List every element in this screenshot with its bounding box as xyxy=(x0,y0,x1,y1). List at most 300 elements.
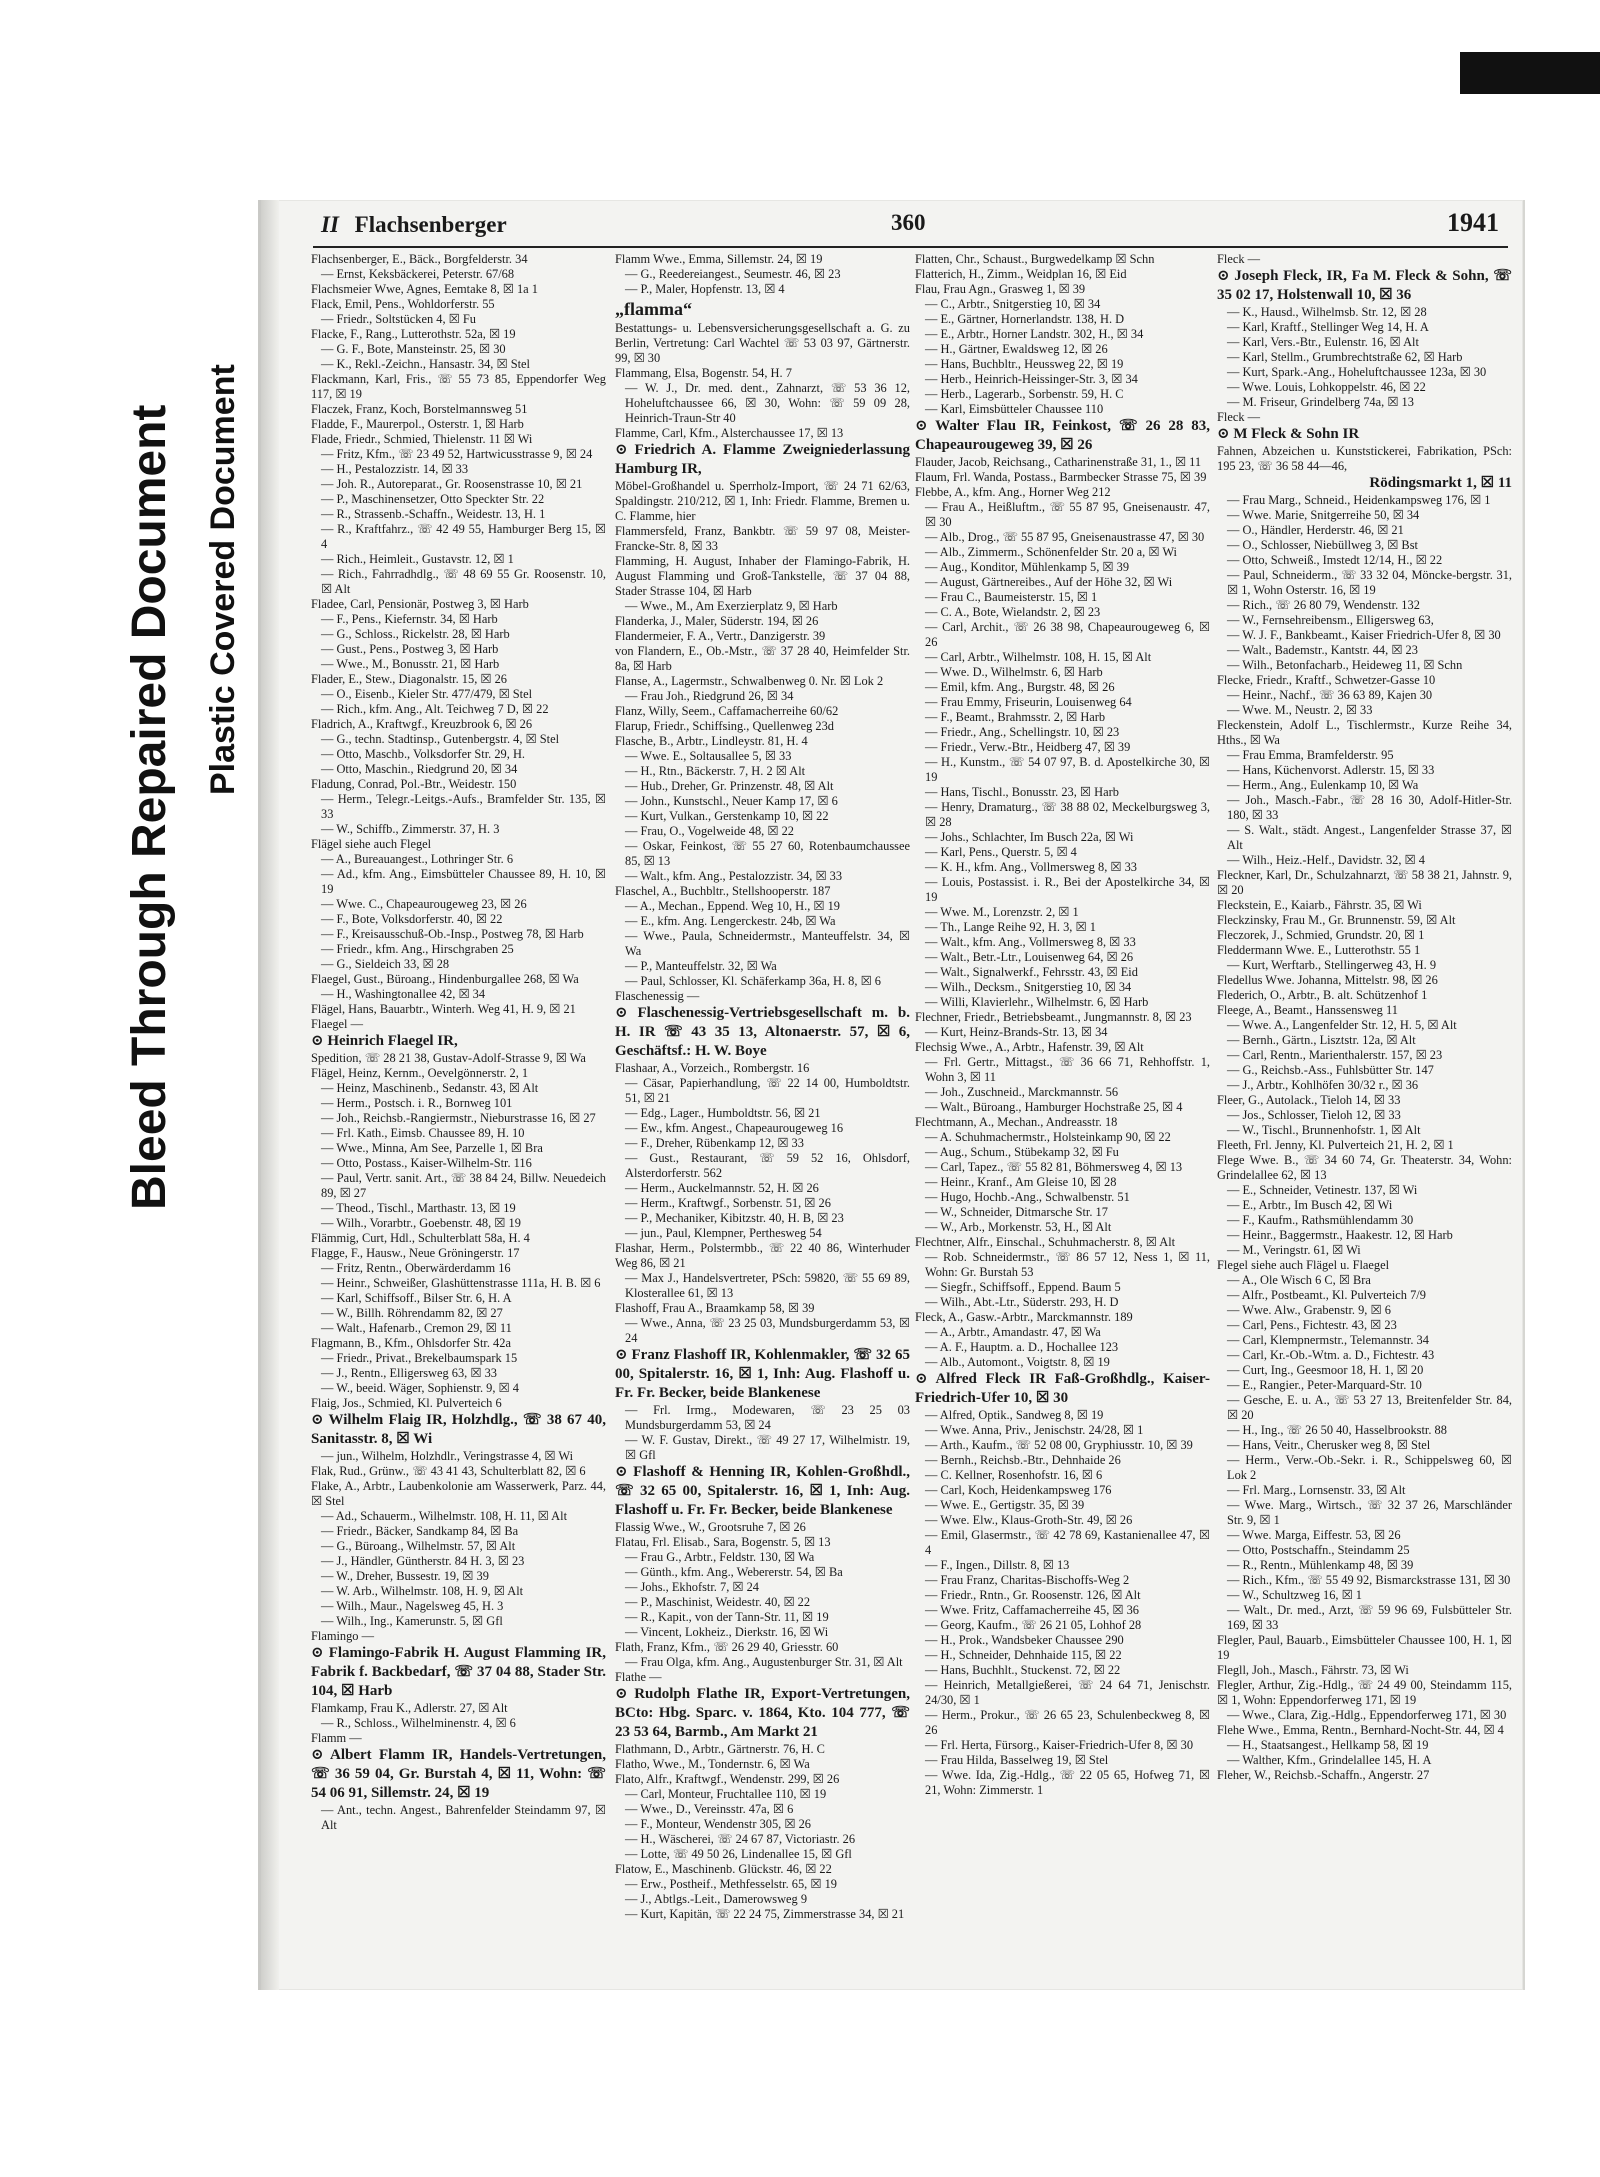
directory-entry: — Gust., Pens., Postweg 3, ☒ Harb xyxy=(321,642,499,656)
directory-entry: — E., Schneider, Vetinestr. 137, ☒ Wi xyxy=(1227,1183,1418,1197)
directory-entry: — Carl, Monteur, Fruchtallee 110, ☒ 19 xyxy=(625,1787,827,1801)
directory-entry: — E., Rangier., Peter-Marquard-Str. 10 xyxy=(1227,1378,1422,1392)
directory-entry: — Carl, Tapez., ☏ 55 82 81, Böhmersweg 4, ☒ 13 xyxy=(925,1160,1183,1174)
directory-entry: — Friedr., Bäcker, Sandkamp 84, ☒ Ba xyxy=(321,1524,519,1538)
directory-entry: Flashar, Herm., Polstermbb., ☏ 22 40 86, Winterhuder Weg 86, ☒ 21 xyxy=(615,1241,910,1270)
directory-entry: — Wwe. Marie, Snitgerreihe 50, ☒ 34 xyxy=(1227,508,1420,522)
directory-entry: — jun., Paul, Klempner, Perthesweg 54 xyxy=(625,1226,822,1240)
directory-entry: — H., Ing., ☏ 26 50 40, Hasselbrookstr. 88 xyxy=(1227,1423,1447,1437)
directory-entry: Fleczorek, J., Schmied, Grundstr. 20, ☒ 1 xyxy=(1217,928,1425,942)
directory-entry: — Heinr., Baggermstr., Haakestr. 12, ☒ Harb xyxy=(1227,1228,1453,1242)
directory-entry: — P., Mechaniker, Kibitzstr. 40, H. B, ☒ 23 xyxy=(625,1211,844,1225)
directory-entry: — Ad., Schauerm., Wilhelmstr. 108, H. 11, ☒ Alt xyxy=(321,1509,568,1523)
directory-entry: — Hugo, Hochb.-Ang., Schwalbenstr. 51 xyxy=(925,1190,1130,1204)
directory-entry: Flachsmeier Wwe, Agnes, Eemtake 8, ☒ 1a 1 xyxy=(311,282,538,296)
directory-entry: — Paul, Vertr. sanit. Art., ☏ 38 84 24, Billw. Neuedeich 89, ☒ 27 xyxy=(321,1171,606,1200)
directory-entry: Flachsenberger, E., Bäck., Borgfelderstr. 34 xyxy=(311,252,528,266)
bleed-through-repaired-label: Bleed Through Repaired Document xyxy=(123,404,176,1210)
directory-entry: — Rich., ☏ 26 80 79, Wendenstr. 132 xyxy=(1227,598,1420,612)
directory-entry: Fleege, A., Beamt., Hanssensweg 11 xyxy=(1217,1003,1398,1017)
directory-entry: Flaegel, Gust., Büroang., Hindenburgallee 268, ☒ Wa xyxy=(311,972,579,986)
directory-entry: — W., Schultzweg 16, ☒ 1 xyxy=(1227,1588,1363,1602)
firm-heading: ⊙ Wilhelm Flaig IR, Holzhdlg., ☏ 38 67 40, Sanitasstr. 8, ☒ Wi xyxy=(311,1412,606,1447)
directory-entry: — Wilh., Ing., Kamerunstr. 5, ☒ Gfl xyxy=(321,1614,503,1628)
directory-entry: — Carl, Archit., ☏ 26 38 98, Chapeaurougeweg 6, ☒ 26 xyxy=(925,620,1210,649)
directory-entry: — Kurt, Spark.-Ang., Hoheluftchaussee 123a, ☒ 30 xyxy=(1227,365,1487,379)
directory-entry: — Alb., Drog., ☏ 55 87 95, Gneisenaustrasse 47, ☒ 30 xyxy=(925,530,1205,544)
directory-entry: — Hans, Buchbltr., Heussweg 22, ☒ 19 xyxy=(925,357,1124,371)
directory-entry: — Walt., Dr. med., Arzt, ☏ 59 96 69, Fulsbütteler Str. 169, ☒ 33 xyxy=(1227,1603,1512,1632)
directory-entry: — Carl, Pens., Fichtestr. 43, ☒ 23 xyxy=(1227,1318,1397,1332)
directory-entry: — Arth., Kaufm., ☏ 52 08 00, Gryphiusstr. 10, ☒ 39 xyxy=(925,1438,1193,1452)
directory-entry: Fleckstein, E., Kaiarb., Fährstr. 35, ☒ Wi xyxy=(1217,898,1422,912)
directory-entry: — Heinz, Maschinenb., Sedanstr. 43, ☒ Alt xyxy=(321,1081,539,1095)
directory-entry: — Wwe. C., Chapeaurougeweg 23, ☒ 26 xyxy=(321,897,527,911)
directory-entry: — J., Abtlgs.-Leit., Damerowsweg 9 xyxy=(625,1892,808,1906)
directory-entry: — Paul, Schlosser, Kl. Schäferkamp 36a, H. 8, ☒ 6 xyxy=(625,974,881,988)
directory-entry: Flebbe, A., kfm. Ang., Horner Weg 212 xyxy=(915,485,1111,499)
directory-entry: — Karl, Vers.-Btr., Eulenstr. 16, ☒ Alt xyxy=(1227,335,1419,349)
directory-entry: Flechtmann, A., Mechan., Andreasstr. 18 xyxy=(915,1115,1118,1129)
directory-entry: — Frau, O., Vogelweide 48, ☒ 22 xyxy=(625,824,794,838)
directory-entry: — Kurt, Kapitän, ☏ 22 24 75, Zimmerstrasse 34, ☒ 21 xyxy=(625,1907,905,1921)
directory-entry: Flägel siehe auch Flegel xyxy=(311,837,432,851)
directory-entry: Flamming, H. August, Inhaber der Flamingo-Fabrik, H. August Flamming und Groß-Tankstelle, ☏ 37 04 88, Stader Strasse 104, ☒ Harb xyxy=(615,554,910,598)
directory-entry: — Joh., Masch.-Fabr., ☏ 28 16 30, Adolf-Hitler-Str. 180, ☒ 33 xyxy=(1227,793,1512,822)
directory-entry: Fleer, G., Autolack., Tieloh 14, ☒ 33 xyxy=(1217,1093,1401,1107)
directory-entry: — Kurt, Heinz-Brands-Str. 13, ☒ 34 xyxy=(925,1025,1108,1039)
directory-entry: — Herm., Telegr.-Leitgs.-Aufs., Bramfelder Str. 135, ☒ 33 xyxy=(321,792,606,821)
directory-entry: — Karl, Schiffsoff., Bilser Str. 6, H. A xyxy=(321,1291,512,1305)
directory-entry: — Emil, Glasermstr., ☏ 42 78 69, Kastanienallee 47, ☒ 4 xyxy=(925,1528,1210,1557)
directory-entry: — E., Gärtner, Hornerlandstr. 138, H. D xyxy=(925,312,1125,326)
directory-entry: — Bernh., Gärtn., Lisztstr. 12a, ☒ Alt xyxy=(1227,1033,1416,1047)
directory-entry: Fleckner, Karl, Dr., Schulzahnarzt, ☏ 58 38 21, Jahnstr. 9, ☒ 20 xyxy=(1217,868,1512,897)
directory-entry: — Louis, Postassist. i. R., Bei der Apostelkirche 34, ☒ 19 xyxy=(925,875,1210,904)
directory-entry: — Cäsar, Papierhandlung, ☏ 22 14 00, Humboldtstr. 51, ☒ 21 xyxy=(625,1076,910,1105)
directory-entry: Flagge, F., Hausw., Neue Gröningerstr. 17 xyxy=(311,1246,520,1260)
directory-entry: — A., Arbtr., Amandastr. 47, ☒ Wa xyxy=(925,1325,1101,1339)
directory-entry: — Carl, Rentn., Marienthalerstr. 157, ☒ 23 xyxy=(1227,1048,1443,1062)
directory-entry: — Rich., Kfm., ☏ 55 49 92, Bismarckstrasse 131, ☒ 30 xyxy=(1227,1573,1511,1587)
directory-entry: — Walt., Hafenarb., Cremon 29, ☒ 11 xyxy=(321,1321,512,1335)
directory-entry: — F., Dreher, Rübenkamp 12, ☒ 33 xyxy=(625,1136,804,1150)
directory-entry: — Wwe. A., Langenfelder Str. 12, H. 5, ☒ Alt xyxy=(1227,1018,1457,1032)
directory-entry: Fleher, W., Reichsb.-Schaffn., Angerstr. 27 xyxy=(1217,1768,1430,1782)
directory-entry: Fahnen, Abzeichen u. Kunststickerei, Fabrikation, PSch: 195 23, ☏ 36 58 44—46, xyxy=(1217,444,1512,473)
directory-entry: — Frau Olga, kfm. Ang., Augustenburger Str. 31, ☒ Alt xyxy=(625,1655,903,1669)
directory-entry: — Alb., Zimmerm., Schönenfelder Str. 20 a, ☒ Wi xyxy=(925,545,1177,559)
directory-entry: — O., Händler, Herderstr. 46, ☒ 21 xyxy=(1227,523,1404,537)
directory-entry: — R., Rentn., Mühlenkamp 48, ☒ 39 xyxy=(1227,1558,1414,1572)
directory-entry: — Friedr., Ang., Schellingstr. 10, ☒ 23 xyxy=(925,725,1120,739)
directory-entry: Flanse, A., Lagermstr., Schwalbenweg 0. Nr. ☒ Lok 2 xyxy=(615,674,884,688)
firm-heading: ⊙ Walter Flau IR, Feinkost, ☏ 26 28 83, Chapeaurougeweg 39, ☒ 26 xyxy=(915,418,1210,453)
directory-entry: — Wwe., D., Vereinsstr. 47a, ☒ 6 xyxy=(625,1802,794,1816)
directory-entry: — R., Kapit., von der Tann-Str. 11, ☒ 19 xyxy=(625,1610,829,1624)
directory-entry: — Ant., techn. Angest., Bahrenfelder Steindamm 97, ☒ Alt xyxy=(321,1803,606,1832)
directory-entry: Flanz, Willy, Seem., Caffamacherreihe 60/62 xyxy=(615,704,839,718)
directory-entry: — W., Dreher, Bussestr. 19, ☒ 39 xyxy=(321,1569,489,1583)
directory-entry: — Wwe. Marg., Wirtsch., ☏ 32 37 26, Marschländer Str. 9, ☒ 1 xyxy=(1227,1498,1512,1527)
directory-entry: — G., Reedereiangest., Seumestr. 46, ☒ 23 xyxy=(625,267,841,281)
directory-entry: Flau, Frau Agn., Grasweg 1, ☒ 39 xyxy=(915,282,1086,296)
directory-entry: Flagmann, B., Kfm., Ohlsdorfer Str. 42a xyxy=(311,1336,511,1350)
directory-entry: — H., Gärtner, Ewaldsweg 12, ☒ 26 xyxy=(925,342,1108,356)
directory-entry: — Aug., Schum., Stübekamp 32, ☒ Fu xyxy=(925,1145,1119,1159)
directory-entry: — W., beeid. Wäger, Sophienstr. 9, ☒ 4 xyxy=(321,1381,519,1395)
directory-entry: — Max J., Handelsvertreter, PSch: 59820, ☏ 55 69 89, Klosterallee 61, ☒ 13 xyxy=(625,1271,910,1300)
directory-entry: — Frau Hilda, Basselweg 19, ☒ Stel xyxy=(925,1753,1109,1767)
directory-entry: — Wilh., Betonfacharb., Heideweg 11, ☒ Schn xyxy=(1227,658,1463,672)
directory-entry: — A., Ole Wisch 6 C, ☒ Bra xyxy=(1227,1273,1371,1287)
directory-entry: — Karl, Stellm., Grumbrechtstraße 62, ☒ Harb xyxy=(1227,350,1463,364)
directory-entry: — Alb., Automont., Voigtstr. 8, ☒ 19 xyxy=(925,1355,1110,1369)
directory-entry: — Frau Marg., Schneid., Heidenkampsweg 176, ☒ 1 xyxy=(1227,493,1491,507)
directory-entry: — Herm., Kraftwgf., Sorbenstr. 51, ☒ 26 xyxy=(625,1196,831,1210)
directory-entry: Fladde, F., Maurerpol., Osterstr. 1, ☒ Harb xyxy=(311,417,524,431)
directory-entry: — Friedr., Privat., Brekelbaumspark 15 xyxy=(321,1351,518,1365)
directory-entry: — Günth., kfm. Ang., Webererstr. 54, ☒ Ba xyxy=(625,1565,843,1579)
directory-entry: Flauder, Jacob, Reichsang., Catharinenstraße 31, 1., ☒ 11 xyxy=(915,455,1202,469)
directory-entry: — Johs., Ekhofstr. 7, ☒ 24 xyxy=(625,1580,759,1594)
directory-entry: — Frl. Marg., Lornsenstr. 33, ☒ Alt xyxy=(1227,1483,1406,1497)
firm-heading: ⊙ Flashoff & Henning IR, Kohlen-Großhdl., ☏ 32 65 00, Spitalerstr. 16, ☒ 1, Inh: Aug. Flashoff u. Fr. Fr. Becker, beide Blankenese xyxy=(615,1464,910,1518)
directory-entry: — E., kfm. Ang. Lengerckestr. 24b, ☒ Wa xyxy=(625,914,836,928)
side-notes xyxy=(120,290,265,1240)
firm-heading: ⊙ Joseph Fleck, IR, Fa M. Fleck & Sohn, ☏ 35 02 17, Holstenwall 10, ☒ 36 xyxy=(1217,268,1512,303)
directory-entry: — W., Arb., Morkenstr. 53, H., ☒ Alt xyxy=(925,1220,1112,1234)
directory-entry: — F., Monteur, Wendenstr 305, ☒ 26 xyxy=(625,1817,811,1831)
directory-entry: — C., Arbtr., Snitgerstieg 10, ☒ 34 xyxy=(925,297,1101,311)
directory-entry: Flaegel — xyxy=(311,1017,363,1031)
directory-entry: — F., Pens., Kiefernstr. 34, ☒ Harb xyxy=(321,612,498,626)
directory-entry: Flak, Rud., Grünw., ☏ 43 41 43, Schulterblatt 82, ☒ 6 xyxy=(311,1464,586,1478)
directory-entry: Bestattungs- u. Lebensversicherungsgesellschaft a. G. zu Berlin, Vertretung: Carl Wachtel ☏ 53 03 97, Gärtnerstr. 99, ☒ 30 xyxy=(615,321,910,365)
directory-entry: — Walt., Büroang., Hamburger Hochstraße 25, ☒ 4 xyxy=(925,1100,1183,1114)
directory-entry: — Wwe. D., Wilhelmstr. 6, ☒ Harb xyxy=(925,665,1103,679)
directory-entry: Flarup, Friedr., Schiffsing., Quellenweg 23d xyxy=(615,719,834,733)
directory-entry: — Walt., Bademstr., Kantstr. 44, ☒ 23 xyxy=(1227,643,1418,657)
directory-entry: Spedition, ☏ 28 21 38, Gustav-Adolf-Strasse 9, ☒ Wa xyxy=(311,1051,586,1065)
directory-page xyxy=(258,200,1525,1990)
directory-entry: Flaum, Frl. Wanda, Postass., Barmbecker Strasse 75, ☒ 39 xyxy=(915,470,1207,484)
directory-entry: — H., Kunstm., ☏ 54 07 97, B. d. Apostelkirche 30, ☒ 19 xyxy=(925,755,1210,784)
firm-heading: ⊙ Rudolph Flathe IR, Export-Vertretungen, BCto: Hbg. Sparc. v. 1864, Kto. 104 777, ☏ 23 53 64, Barmb., Am Markt 21 xyxy=(615,1686,910,1740)
directory-entry: Flamme, Carl, Kfm., Alsterchaussee 17, ☒ 13 xyxy=(615,426,844,440)
directory-entry: — Bernh., Reichsb.-Btr., Dehnhaide 26 xyxy=(925,1453,1121,1467)
directory-entry: Flashaar, A., Vorzeich., Rombergstr. 16 xyxy=(615,1061,810,1075)
directory-entry: Flege Wwe. B., ☏ 34 60 74, Gr. Theaterstr. 34, Wohn: Grindelallee 62, ☒ 13 xyxy=(1217,1153,1512,1182)
directory-entry: — Oskar, Feinkost, ☏ 55 27 60, Rotenbaumchaussee 85, ☒ 13 xyxy=(625,839,910,868)
directory-entry: — E., Arbtr., Horner Landstr. 302, H., ☒ 34 xyxy=(925,327,1144,341)
directory-entry: — C. A., Bote, Wielandstr. 2, ☒ 23 xyxy=(925,605,1101,619)
directory-entry: — Wilh., Heiz.-Helf., Davidstr. 32, ☒ 4 xyxy=(1227,853,1425,867)
directory-entry: — W., Schneider, Ditmarsche Str. 17 xyxy=(925,1205,1108,1219)
directory-entry: — Karl, Eimsbütteler Chaussee 110 xyxy=(925,402,1104,416)
directory-entry: Flaczek, Franz, Koch, Borstelmannsweg 51 xyxy=(311,402,528,416)
directory-entry: — Otto, Postschaffn., Steindamm 25 xyxy=(1227,1543,1410,1557)
directory-entry: Flammersfeld, Franz, Bankbtr. ☏ 59 97 08, Meister-Francke-Str. 8, ☒ 33 xyxy=(615,524,910,553)
directory-entry: — Vincent, Lokheiz., Dierkstr. 16, ☒ Wi xyxy=(625,1625,829,1639)
directory-entry: — Wwe. M., Lorenzstr. 2, ☒ 1 xyxy=(925,905,1079,919)
directory-entry: — Kurt, Werftarb., Stellingerweg 43, H. 9 xyxy=(1227,958,1437,972)
directory-entry: — Hans, Veitr., Cherusker weg 8, ☒ Stel xyxy=(1227,1438,1431,1452)
column-2 xyxy=(615,252,910,1967)
directory-entry: — John., Kunstschl., Neuer Kamp 17, ☒ 6 xyxy=(625,794,838,808)
directory-entry: — Willi, Klavierlehr., Wilhelmstr. 6, ☒ Harb xyxy=(925,995,1149,1009)
firm-heading: ⊙ Heinrich Flaegel IR, xyxy=(311,1033,458,1049)
directory-entry: — Wilh., Decksm., Snitgerstieg 10, ☒ 34 xyxy=(925,980,1132,994)
directory-entry: — Friedr., Verw.-Btr., Heidberg 47, ☒ 39 xyxy=(925,740,1131,754)
directory-entry: — Wwe., Minna, Am See, Parzelle 1, ☒ Bra xyxy=(321,1141,543,1155)
directory-entry: Fladee, Carl, Pensionär, Postweg 3, ☒ Harb xyxy=(311,597,529,611)
directory-entry: Flanderka, J., Maler, Süderstr. 194, ☒ 26 xyxy=(615,614,819,628)
directory-entry: — Aug., Konditor, Mühlenkamp 5, ☒ 39 xyxy=(925,560,1130,574)
directory-entry: — H., Prok., Wandsbeker Chaussee 290 xyxy=(925,1633,1124,1647)
directory-entry: — Alfr., Postbeamt., Kl. Pulverteich 7/9 xyxy=(1227,1288,1426,1302)
directory-entry: — Lotte, ☏ 49 50 26, Lindenallee 15, ☒ Gfl xyxy=(625,1847,852,1861)
directory-entry: — Otto, Maschin., Riedgrund 20, ☒ 34 xyxy=(321,762,518,776)
directory-entry: Fladrich, A., Kraftwgf., Kreuzbrook 6, ☒ 26 xyxy=(311,717,533,731)
section-numeral: II xyxy=(321,212,339,237)
directory-entry: — Wwe. Elw., Klaus-Groth-Str. 49, ☒ 26 xyxy=(925,1513,1133,1527)
directory-entry: Flechner, Friedr., Betriebsbeamt., Jungmannstr. 8, ☒ 23 xyxy=(915,1010,1192,1024)
directory-entry: — Hub., Dreher, Gr. Prinzenstr. 48, ☒ Alt xyxy=(625,779,834,793)
directory-entry: — Heinrich, Metallgießerei, ☏ 24 64 71, Jenischstr. 24/30, ☒ 1 xyxy=(925,1678,1210,1707)
directory-entry: — Frl. Kath., Eimsb. Chaussee 89, H. 10 xyxy=(321,1126,525,1140)
directory-entry: — Wwe., Paula, Schneidermstr., Manteuffelstr. 34, ☒ Wa xyxy=(625,929,910,958)
year-label: 1941 xyxy=(1447,208,1499,237)
directory-entry: — Gesche, E. u. A., ☏ 53 27 13, Breitenfelder Str. 84, ☒ 20 xyxy=(1227,1393,1512,1422)
directory-entry: Flandermeier, F. A., Vertr., Danzigerstr. 39 xyxy=(615,629,826,643)
directory-entry: Flegel siehe auch Flägel u. Flaegel xyxy=(1217,1258,1390,1272)
directory-entry: — Frau A., Heißluftm., ☏ 55 87 95, Gneisenaustr. 47, ☒ 30 xyxy=(925,500,1210,529)
directory-entry: — Herm., Auckelmannstr. 52, H. ☒ 26 xyxy=(625,1181,819,1195)
header-rule xyxy=(313,246,1508,248)
directory-entry: — Wilh., Vorarbtr., Goebenstr. 48, ☒ 19 xyxy=(321,1216,521,1230)
firm-heading: ⊙ Albert Flamm IR, Handels-Vertretungen, ☏ 36 59 04, Gr. Burstah 4, ☒ 11, Wohn: ☏ 54 06 91, Sillemstr. 24, ☒ 19 xyxy=(311,1747,606,1801)
directory-entry: — Herb., Heinrich-Heissinger-Str. 3, ☒ 34 xyxy=(925,372,1138,386)
directory-entry: — A., Mechan., Eppend. Weg 10, H., ☒ 19 xyxy=(625,899,840,913)
firm-heading: ⊙ M Fleck & Sohn IR xyxy=(1217,426,1360,442)
directory-entry: Flaschel, A., Buchbltr., Stellshooperstr. 187 xyxy=(615,884,831,898)
column-3 xyxy=(915,252,1210,1967)
directory-entry: Flaschenessig — xyxy=(615,989,700,1003)
directory-entry: — Friedr., Rntn., Gr. Roosenstr. 126, ☒ Alt xyxy=(925,1588,1141,1602)
directory-entry: — Joh., Zuschneid., Marckmannstr. 56 xyxy=(925,1085,1119,1099)
directory-entry: Fleck — xyxy=(1217,252,1261,266)
directory-entry: — Wwe. M., Neustr. 2, ☒ 33 xyxy=(1227,703,1373,717)
directory-entry: — O., Eisenb., Kieler Str. 477/479, ☒ Stel xyxy=(321,687,533,701)
directory-entry: — W., Schiffb., Zimmerstr. 37, H. 3 xyxy=(321,822,500,836)
directory-entry: — H., Staatsangest., Hellkamp 58, ☒ 19 xyxy=(1227,1738,1429,1752)
directory-entry: Flechtner, Alfr., Einschal., Schuhmacherstr. 8, ☒ Alt xyxy=(915,1235,1176,1249)
directory-entry: Flake, A., Arbtr., Laubenkolonie am Wasserwerk, Parz. 44, ☒ Stel xyxy=(311,1479,606,1508)
directory-entry: — Walt., Betr.-Ltr., Louisenweg 64, ☒ 26 xyxy=(925,950,1134,964)
directory-entry: — O., Schlosser, Niebüllweg 3, ☒ Bst xyxy=(1227,538,1418,552)
directory-entry: Fleeth, Frl. Jenny, Kl. Pulverteich 21, H. 2, ☒ 1 xyxy=(1217,1138,1454,1152)
directory-entry: — Carl, Arbtr., Wilhelmstr. 108, H. 15, ☒ Alt xyxy=(925,650,1152,664)
directory-entry: Flägel, Heinz, Kernm., Oevelgönnerstr. 2, 1 xyxy=(311,1066,529,1080)
directory-entry: — Frl. Herta, Fürsorg., Kaiser-Friedrich-Ufer 8, ☒ 30 xyxy=(925,1738,1194,1752)
directory-entry: — Frl. Gertr., Mittagst., ☏ 36 66 71, Rehhoffstr. 1, Wohn 3, ☒ 11 xyxy=(925,1055,1210,1084)
directory-entry: — Fritz, Rentn., Oberwärderdamm 16 xyxy=(321,1261,511,1275)
directory-entry: — G., techn. Stadtinsp., Gutenbergstr. 4, ☒ Stel xyxy=(321,732,560,746)
plastic-covered-label: Plastic Covered Document xyxy=(204,364,242,795)
directory-entry: — W., Tischl., Brunnenhofstr. 1, ☒ Alt xyxy=(1227,1123,1421,1137)
directory-entry: — G., Sieldeich 33, ☒ 28 xyxy=(321,957,450,971)
directory-entry: — Carl, Koch, Heidenkampsweg 176 xyxy=(925,1483,1112,1497)
firm-heading: ⊙ Alfred Fleck IR Faß-Großhdlg., Kaiser-Friedrich-Ufer 10, ☒ 30 xyxy=(915,1371,1210,1406)
directory-entry: Flathe — xyxy=(615,1670,662,1684)
directory-entry: — Rob. Schneidermstr., ☏ 86 57 12, Ness 1, ☒ 11, Wohn: Gr. Burstah 53 xyxy=(925,1250,1210,1279)
directory-entry: — Wwe. Ida, Zig.-Hdlg., ☏ 22 05 65, Hofweg 71, ☒ 21, Wohn: Zimmerstr. 1 xyxy=(925,1768,1210,1797)
running-head-title: Flachsenberger xyxy=(354,212,507,237)
directory-entry: — Frau Franz, Charitas-Bischoffs-Weg 2 xyxy=(925,1573,1130,1587)
directory-entry: Flägel, Hans, Bauarbtr., Winterh. Weg 41, H. 9, ☒ 21 xyxy=(311,1002,576,1016)
directory-entry: Flegler, Paul, Bauarb., Eimsbütteler Chaussee 100, H. 1, ☒ 19 xyxy=(1217,1633,1512,1662)
directory-entry: Rödingsmarkt 1, ☒ 11 xyxy=(1369,475,1512,491)
scan-edge-black-bar xyxy=(1460,52,1600,94)
directory-entry: — Herm., Postsch. i. R., Bornweg 101 xyxy=(321,1096,513,1110)
directory-entry: — Otto, Postass., Kaiser-Wilhelm-Str. 116 xyxy=(321,1156,532,1170)
directory-entry: — Herb., Lagerarb., Sorbenstr. 59, H. C xyxy=(925,387,1124,401)
directory-entry: Flasche, B., Arbtr., Lindleystr. 81, H. 4 xyxy=(615,734,808,748)
firm-heading: ⊙ Franz Flashoff IR, Kohlenmakler, ☏ 32 65 00, Spitalerstr. 16, ☒ 1, Inh: Aug. Flashoff u. Fr. Fr. Becker, beide Blankenese xyxy=(615,1347,910,1401)
directory-entry: — Heinr., Nachf., ☏ 36 63 89, Kajen 30 xyxy=(1227,688,1433,702)
directory-entry: Flamm Wwe., Emma, Sillemstr. 24, ☒ 19 xyxy=(615,252,823,266)
directory-entry: von Flandern, E., Ob.-Mstr., ☏ 37 28 40, Heimfelder Str. 8a, ☒ Harb xyxy=(615,644,910,673)
directory-entry: — Carl, Kr.-Ob.-Wtm. a. D., Fichtestr. 43 xyxy=(1227,1348,1435,1362)
directory-entry: Flade, Friedr., Schmied, Thielenstr. 11 ☒ Wi xyxy=(311,432,533,446)
directory-entry: — Walt., kfm. Ang., Pestalozzistr. 34, ☒ 33 xyxy=(625,869,843,883)
page-header xyxy=(321,208,1511,244)
directory-entry: — Rich., kfm. Ang., Alt. Teichweg 7 D, ☒ 22 xyxy=(321,702,549,716)
directory-entry: — P., Manteuffelstr. 32, ☒ Wa xyxy=(625,959,777,973)
directory-entry: — Frau Emmy, Friseurin, Louisenweg 64 xyxy=(925,695,1132,709)
directory-entry: — Heinr., Kranf., Am Gleise 10, ☒ 28 xyxy=(925,1175,1117,1189)
directory-entry: — Otto, Maschb., Volksdorfer Str. 29, H. xyxy=(321,747,525,761)
directory-entry: Fleddermann Wwe. E., Lutterothstr. 55 1 xyxy=(1217,943,1421,957)
directory-entry: Flatau, Frl. Elisab., Sara, Bogenstr. 5, ☒ 13 xyxy=(615,1535,831,1549)
directory-entry: — Georg, Kaufm., ☏ 26 21 05, Lohhof 28 xyxy=(925,1618,1142,1632)
directory-entry: — Ernst, Keksbäckerei, Peterstr. 67/68 xyxy=(321,267,515,281)
directory-entry: — Walt., Signalwerkf., Fehrsstr. 43, ☒ Eid xyxy=(925,965,1138,979)
directory-entry: Flatten, Chr., Schaust., Burgwedelkamp ☒ Schn xyxy=(915,252,1155,266)
directory-entry: — F., Bote, Volksdorferstr. 40, ☒ 22 xyxy=(321,912,503,926)
directory-entry: — Frl. Irmg., Modewaren, ☏ 23 25 03 Mundsburgerdamm 53, ☒ 24 xyxy=(625,1403,910,1432)
directory-entry: — F., Beamt., Brahmsstr. 2, ☒ Harb xyxy=(925,710,1106,724)
directory-entry: — Emil, kfm. Ang., Burgstr. 48, ☒ 26 xyxy=(925,680,1115,694)
directory-entry: — Wwe. E., Gertigstr. 35, ☒ 39 xyxy=(925,1498,1085,1512)
directory-entry: Flehe Wwe., Emma, Rentn., Bernhard-Nocht-Str. 44, ☒ 4 xyxy=(1217,1723,1504,1737)
directory-entry: — Siegfr., Schiffsoff., Eppend. Baum 5 xyxy=(925,1280,1121,1294)
directory-entry: — P., Maschinist, Weidestr. 40, ☒ 22 xyxy=(625,1595,811,1609)
directory-entry: Flegler, Arthur, Zig.-Hdlg., ☏ 24 49 00, Steindamm 115, ☒ 1, Wohn: Eppendorferweg 171, ☒ 19 xyxy=(1217,1678,1512,1707)
directory-entry: Flack, Emil, Pens., Wohldorferstr. 55 xyxy=(311,297,495,311)
directory-entry: — K., Rekl.-Zeichn., Hansastr. 34, ☒ Stel xyxy=(321,357,530,371)
directory-entry: — Rich., Heimleit., Gustavstr. 12, ☒ 1 xyxy=(321,552,514,566)
directory-entry: — G., Büroang., Wilhelmstr. 57, ☒ Alt xyxy=(321,1539,516,1553)
directory-entry: — Wwe. E., Soltausallee 5, ☒ 33 xyxy=(625,749,792,763)
directory-entry: — A., Bureauangest., Lothringer Str. 6 xyxy=(321,852,514,866)
directory-entry: — Friedr., Soltstücken 4, ☒ Fu xyxy=(321,312,476,326)
directory-entry: — A. F., Hauptm. a. D., Hochallee 123 xyxy=(925,1340,1119,1354)
directory-entry: Flechsig Wwe., A., Arbtr., Hafenstr. 39, ☒ Alt xyxy=(915,1040,1144,1054)
directory-entry: — F., Kaufm., Rathsmühlendamm 30 xyxy=(1227,1213,1414,1227)
directory-entry: — Walt., kfm. Ang., Vollmersweg 8, ☒ 33 xyxy=(925,935,1136,949)
directory-entry: — Wwe. Louis, Lohkoppelstr. 46, ☒ 22 xyxy=(1227,380,1426,394)
directory-entry: — M. Friseur, Grindelberg 74a, ☒ 13 xyxy=(1227,395,1414,409)
directory-entry: — Herm., Verw.-Ob.-Sekr. i. R., Schippelsweg 60, ☒ Lok 2 xyxy=(1227,1453,1512,1482)
directory-entry: — Johs., Schlachter, Im Busch 22a, ☒ Wi xyxy=(925,830,1134,844)
directory-entry: — Paul, Schneiderm., ☏ 33 32 04, Möncke-bergstr. 31, ☒ 1, Wohn Osterstr. 16, ☒ 19 xyxy=(1227,568,1512,597)
directory-entry: Fledellus Wwe. Johanna, Mittelstr. 98, ☒ 26 xyxy=(1217,973,1438,987)
directory-entry: Flaig, Jos., Schmied, Kl. Pulverteich 6 xyxy=(311,1396,502,1410)
directory-entry: — Ad., kfm. Ang., Eimsbütteler Chaussee 89, H. 10, ☒ 19 xyxy=(321,867,606,896)
columns-container xyxy=(299,252,1511,1972)
directory-entry: — Wwe., M., Am Exerzierplatz 9, ☒ Harb xyxy=(625,599,838,613)
directory-entry: Fladung, Conrad, Pol.-Btr., Weidestr. 150 xyxy=(311,777,517,791)
directory-entry: — Joh., Reichsb.-Rangiermstr., Nieburstrasse 16, ☒ 27 xyxy=(321,1111,596,1125)
directory-entry: — Hans, Küchenvorst. Adlerstr. 15, ☒ 33 xyxy=(1227,763,1435,777)
directory-entry: — S. Walt., städt. Angest., Langenfelder Strasse 37, ☒ Alt xyxy=(1227,823,1512,852)
directory-entry: — Ew., kfm. Angest., Chapeaurougeweg 16 xyxy=(625,1121,844,1135)
directory-entry: — G., Reichsb.-Ass., Fuhlsbütter Str. 147 xyxy=(1227,1063,1434,1077)
directory-entry: — Friedr., kfm. Ang., Hirschgraben 25 xyxy=(321,942,514,956)
running-head xyxy=(321,212,507,238)
directory-entry: Flederich, O., Arbtr., B. alt. Schützenhof 1 xyxy=(1217,988,1428,1002)
directory-entry: — Jos., Schlosser, Tieloh 12, ☒ 33 xyxy=(1227,1108,1401,1122)
directory-entry: Fleck — xyxy=(1217,410,1261,424)
directory-entry: — A. Schuhmachermstr., Holsteinkamp 90, ☒ 22 xyxy=(925,1130,1171,1144)
directory-entry: — C. Kellner, Rosenhofstr. 16, ☒ 6 xyxy=(925,1468,1103,1482)
directory-entry: — J., Rentn., Elligersweg 63, ☒ 33 xyxy=(321,1366,497,1380)
directory-entry: Flath, Franz, Kfm., ☏ 26 29 40, Griesstr. 60 xyxy=(615,1640,839,1654)
directory-entry: Flämmig, Curt, Hdl., Schulterblatt 58a, H. 4 xyxy=(311,1231,530,1245)
directory-entry: Fleckenstein, Adolf L., Tischlermstr., Kurze Reihe 34, Hths., ☒ Wa xyxy=(1217,718,1512,747)
directory-entry: — Alfred, Optik., Sandweg 8, ☒ 19 xyxy=(925,1408,1104,1422)
directory-entry: — Hans, Tischl., Bonusstr. 23, ☒ Harb xyxy=(925,785,1119,799)
directory-entry: — Frau G., Arbtr., Feldstr. 130, ☒ Wa xyxy=(625,1550,815,1564)
directory-entry: Flamm — xyxy=(311,1731,362,1745)
directory-entry: — H., Washingtonallee 42, ☒ 34 xyxy=(321,987,486,1001)
directory-entry: — K., Hausd., Wilhelmsb. Str. 12, ☒ 28 xyxy=(1227,305,1427,319)
directory-entry: Flamingo — xyxy=(311,1629,374,1643)
directory-entry: — Gust., Restaurant, ☏ 59 52 16, Ohlsdorf, Alsterdorferstr. 562 xyxy=(625,1151,910,1180)
directory-entry: Möbel-Großhandel u. Sperrholz-Import, ☏ 24 71 62/63, Spaldingstr. 210/212, ☒ 1, Inh: Friedr. Flamme, Bremen u. C. Flamme, hier xyxy=(615,479,910,523)
directory-entry: — J., Arbtr., Kohlhöfen 30/32 r., ☒ 36 xyxy=(1227,1078,1419,1092)
column-4 xyxy=(1217,252,1512,1967)
directory-entry: — Wwe. Alw., Grabenstr. 9, ☒ 6 xyxy=(1227,1303,1391,1317)
directory-entry: Flegll, Joh., Masch., Fährstr. 73, ☒ Wi xyxy=(1217,1663,1409,1677)
directory-entry: — Wwe. Fritz, Caffamacherreihe 45, ☒ 36 xyxy=(925,1603,1139,1617)
directory-entry: Flatow, E., Maschinenb. Glückstr. 46, ☒ 22 xyxy=(615,1862,832,1876)
page-fold-shadow xyxy=(261,200,279,1990)
directory-entry: — K. H., kfm. Ang., Vollmersweg 8, ☒ 33 xyxy=(925,860,1137,874)
directory-entry: — W. F. Gustav, Direkt., ☏ 49 27 17, Wilhelmistr. 19, ☒ Gfl xyxy=(625,1433,910,1462)
directory-entry: — Herm., Prokur., ☏ 26 65 23, Schulenbeckweg 8, ☒ 26 xyxy=(925,1708,1210,1737)
directory-entry: — H., Wäscherei, ☏ 24 67 87, Victoriastr. 26 xyxy=(625,1832,856,1846)
directory-entry: — W., Fernsehreibensm., Elligersweg 63, xyxy=(1227,613,1434,627)
directory-entry: — W. J. F., Bankbeamt., Kaiser Friedrich-Ufer 8, ☒ 30 xyxy=(1227,628,1501,642)
directory-entry: — M., Veringstr. 61, ☒ Wi xyxy=(1227,1243,1361,1257)
directory-entry: Flader, E., Stew., Diagonalstr. 15, ☒ 26 xyxy=(311,672,507,686)
directory-entry: — H., Pestalozzistr. 14, ☒ 33 xyxy=(321,462,469,476)
directory-entry: — F., Ingen., Dillstr. 8, ☒ 13 xyxy=(925,1558,1070,1572)
directory-entry: — Wwe. Marga, Eiffestr. 53, ☒ 26 xyxy=(1227,1528,1401,1542)
